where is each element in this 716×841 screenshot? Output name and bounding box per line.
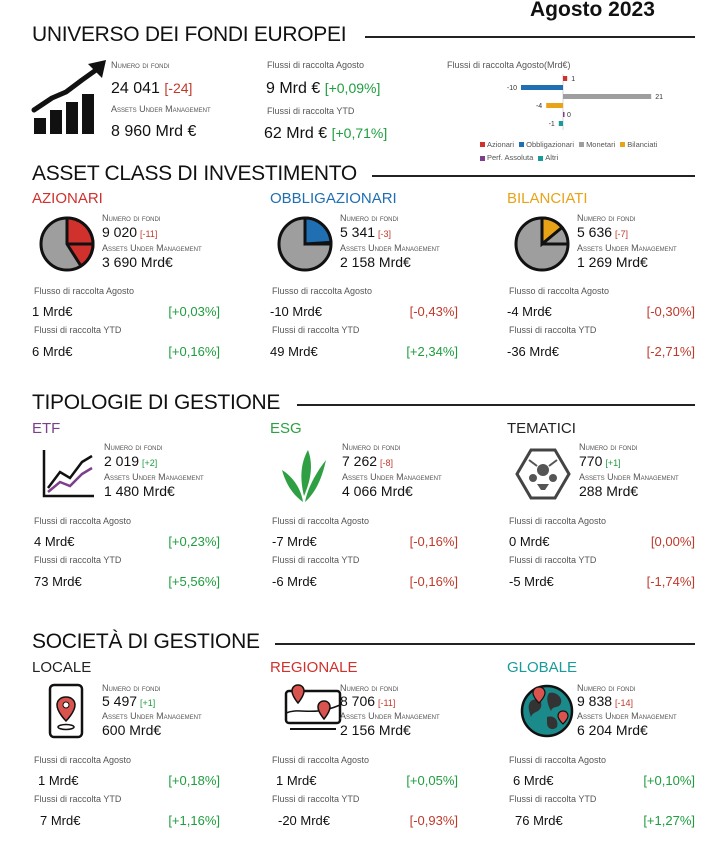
aum-value: 2 156 Mrd€ [340,722,411,738]
universe-flow-ytd-label: Flussi di raccolta YTD [267,106,355,116]
flows-bar-chart [495,74,675,130]
aum-label: Assets Under Management [102,711,202,721]
flows-bar-value-label: -1 [548,121,555,128]
flow-ytd-label: Flussi di raccolta YTD [509,794,597,804]
flow-ytd-label: Flussi di raccolta YTD [509,325,597,335]
flow-month-pct: [-0,30%] [646,304,695,319]
num-funds-delta: [-7] [615,229,629,239]
num-funds-delta: [-8] [380,458,394,468]
universe-aum: 8 960 Mrd € [111,123,197,140]
flow-month-value: 4 Mrd€ [34,534,75,549]
balanced-pie-icon [512,214,572,279]
flow-ytd-pct: [-1,74%] [646,574,695,589]
section-divider [372,175,695,177]
num-funds-label: Numero di fondi [104,442,163,452]
num-funds-value: 5 636 [577,224,613,240]
num-funds-delta: [+1] [605,458,621,468]
flow-ytd-value: -6 Mrd€ [272,574,317,589]
num-funds-label: Numero di fondi [577,213,636,223]
universe-aum-label: Assets Under Management [111,104,211,114]
num-funds-label: Numero di fondi [342,442,401,452]
universe-flow-month [266,80,380,98]
legend-item-bilanciati [620,139,657,151]
flow-month-value: -7 Mrd€ [272,534,317,549]
legend-label: Obbligazionari [526,139,575,149]
aum-value: 288 Mrd€ [579,483,639,499]
num-funds-delta: [-3] [378,229,392,239]
flow-month-label: Flussi di raccolta Agosto [34,516,132,526]
num-funds [104,453,157,469]
num-funds [577,224,628,240]
aum-label: Assets Under Management [104,472,204,482]
flow-month-value: -4 Mrd€ [507,304,552,319]
flow-ytd-label: Flussi di raccolta YTD [34,325,122,335]
num-funds-value: 770 [579,453,603,469]
legend-item-perf-assoluta [480,152,533,164]
thematic-hexagon-icon [515,448,571,505]
flow-month-label: Flusso di raccolta Agosto [272,286,373,296]
universe-num-funds-delta: [-24] [164,80,193,96]
flow-month-label: Flussi di raccolta Agosto [34,755,132,765]
flow-month-label: Flusso di raccolta Agosto [509,286,610,296]
num-funds-value: 9 020 [102,224,138,240]
legend-swatch [480,156,485,161]
aum-label: Assets Under Management [340,711,440,721]
flow-month-pct: [+0,03%] [168,304,220,319]
flows-bar-bilanciati [546,103,563,108]
flow-ytd-value: -5 Mrd€ [509,574,554,589]
flow-month-label: Flussi di raccolta Agosto [272,516,370,526]
report-date: Agosto 2023 [530,0,655,21]
section-divider [275,643,695,645]
universe-flow-ytd-pct: [+0,71%] [331,125,388,141]
category-title-globale: GLOBALE [507,659,578,676]
category-title-obbligazionari: OBBLIGAZIONARI [270,190,397,207]
num-funds-value: 5 341 [340,224,376,240]
flow-ytd-pct: [-0,93%] [409,813,458,828]
flow-ytd-pct: [-2,71%] [646,344,695,359]
flows-bar-value-label: 1 [571,76,576,83]
section-title-societa: SOCIETÀ DI GESTIONE [32,630,260,653]
num-funds [102,693,155,709]
category-title-bilanciati: BILANCIATI [507,190,588,207]
num-funds [577,693,633,709]
legend-label: Bilanciati [627,139,658,149]
legend-swatch [538,156,543,161]
flow-month-pct: [+0,05%] [406,773,458,788]
globe-icon [519,683,575,744]
flow-ytd-pct: [+1,27%] [643,813,695,828]
section-divider [365,36,695,38]
aum-value: 2 158 Mrd€ [340,254,411,270]
flow-month-pct: [-0,43%] [409,304,458,319]
flow-ytd-value: 6 Mrd€ [32,344,73,359]
category-title-etf: ETF [32,420,61,437]
growth-chart-icon [30,58,110,143]
aum-value: 1 480 Mrd€ [104,483,175,499]
flow-ytd-pct: [+2,34%] [406,344,458,359]
num-funds-label: Numero di fondi [577,683,636,693]
flows-bar-perf-assoluta [563,112,565,117]
esg-leaf-icon [278,448,328,509]
flow-ytd-label: Flussi di raccolta YTD [34,555,122,565]
num-funds-value: 5 497 [102,693,138,709]
aum-label: Assets Under Management [577,243,677,253]
category-title-azionari: AZIONARI [32,190,103,207]
flow-ytd-value: 73 Mrd€ [34,574,82,589]
num-funds-value: 8 706 [340,693,376,709]
num-funds-delta: [-14] [615,698,634,708]
local-map-pin-icon [44,683,88,744]
flow-ytd-pct: [+5,56%] [168,574,220,589]
aum-value: 600 Mrd€ [102,722,162,738]
num-funds-delta: [-11] [140,229,158,239]
flow-month-pct: [+0,10%] [643,773,695,788]
legend-swatch [579,142,584,147]
flows-bar-monetari [563,94,651,99]
flow-ytd-value: -20 Mrd€ [278,813,331,828]
num-funds-value: 9 838 [577,693,613,709]
flow-month-value: 0 Mrd€ [509,534,550,549]
num-funds-delta: [+1] [140,698,156,708]
num-funds-delta: [+2] [142,458,158,468]
flow-month-label: Flusso di raccolta Agosto [34,286,135,296]
num-funds-value: 2 019 [104,453,140,469]
aum-label: Assets Under Management [342,472,442,482]
flow-ytd-label: Flussi di raccolta YTD [272,325,360,335]
universe-num-funds-value: 24 041 [111,80,160,97]
aum-label: Assets Under Management [579,472,679,482]
flows-bar-altri [559,121,563,126]
legend-swatch [480,142,485,147]
category-title-regionale: REGIONALE [270,659,358,676]
flow-ytd-label: Flussi di raccolta YTD [34,794,122,804]
flows-bar-value-label: 0 [567,112,571,119]
flow-month-pct: [-0,16%] [409,534,458,549]
category-title-tematici: TEMATICI [507,420,576,437]
aum-value: 1 269 Mrd€ [577,254,648,270]
equity-pie-icon [37,214,97,279]
flow-month-pct: [+0,18%] [168,773,220,788]
legend-swatch [519,142,524,147]
aum-value: 4 066 Mrd€ [342,483,413,499]
legend-label: Azionari [487,139,515,149]
flow-month-label: Flussi di raccolta Agosto [509,516,607,526]
flow-ytd-value: -36 Mrd€ [507,344,560,359]
legend-item-altri [538,152,558,164]
flows-chart-title: Flussi di raccolta Agosto(Mrd€) [447,60,571,70]
flows-bar-value-label: -4 [535,103,543,110]
flow-month-pct: [+0,23%] [168,534,220,549]
universe-flow-month-pct: [+0,09%] [324,80,381,96]
flow-ytd-value: 49 Mrd€ [270,344,318,359]
universe-num-funds [111,80,192,98]
flow-month-value: 1 Mrd€ [32,304,73,319]
universe-flow-month-label: Flussi di raccolta Agosto [267,60,365,70]
section-title-universe: UNIVERSO DEI FONDI EUROPEI [32,23,347,46]
flows-bar-value-label: 21 [655,94,663,101]
universe-flow-ytd-value: 62 Mrd € [264,125,328,142]
flow-ytd-pct: [-0,16%] [409,574,458,589]
num-funds [340,693,395,709]
universe-flow-month-value: 9 Mrd € [266,80,321,97]
flow-month-value: 6 Mrd€ [513,773,554,788]
legend-label: Monetari [586,139,616,149]
flow-ytd-label: Flussi di raccolta YTD [272,555,360,565]
flow-ytd-pct: [+0,16%] [168,344,220,359]
num-funds-label: Numero di fondi [102,683,161,693]
regional-map-icon [282,683,344,738]
etf-chart-icon [40,448,96,505]
aum-label: Assets Under Management [340,243,440,253]
num-funds-label: Numero di fondi [340,213,399,223]
num-funds [340,224,391,240]
legend-item-obbligazionari [519,139,574,151]
aum-value: 3 690 Mrd€ [102,254,173,270]
category-title-esg: ESG [270,420,302,437]
flow-ytd-label: Flussi di raccolta YTD [509,555,597,565]
legend-item-azionari [480,139,514,151]
flows-bar-azionari [563,76,567,81]
aum-label: Assets Under Management [102,243,202,253]
flow-month-label: Flussi di raccolta Agosto [272,755,370,765]
aum-value: 6 204 Mrd€ [577,722,648,738]
flows-chart-legend [480,137,680,164]
num-funds-label: Numero di fondi [579,442,638,452]
legend-label: Perf. Assoluta [487,153,534,162]
flow-ytd-pct: [+1,16%] [168,813,220,828]
universe-num-funds-label: Numero di fondi [111,60,170,70]
legend-item-monetari [579,139,615,151]
flow-ytd-label: Flussi di raccolta YTD [272,794,360,804]
num-funds-label: Numero di fondi [102,213,161,223]
flow-month-pct: [0,00%] [650,534,695,549]
legend-label: Altri [545,153,559,162]
aum-label: Assets Under Management [577,711,677,721]
flow-month-value: 1 Mrd€ [276,773,317,788]
flow-month-value: 1 Mrd€ [38,773,79,788]
section-title-asset-class: ASSET CLASS DI INVESTIMENTO [32,162,357,185]
num-funds [579,453,621,469]
category-title-locale: LOCALE [32,659,92,676]
universe-flow-ytd [264,125,387,143]
flows-bar-obbligazionari [521,85,563,90]
bond-pie-icon [275,214,335,279]
num-funds-label: Numero di fondi [340,683,399,693]
legend-swatch [620,142,625,147]
num-funds [102,224,157,240]
flow-ytd-value: 76 Mrd€ [515,813,563,828]
num-funds [342,453,393,469]
section-title-tipologie: TIPOLOGIE DI GESTIONE [32,391,281,414]
flows-bar-value-label: -10 [506,85,517,92]
num-funds-delta: [-11] [378,698,396,708]
flow-month-value: -10 Mrd€ [270,304,323,319]
section-divider [297,404,695,406]
flow-ytd-value: 7 Mrd€ [40,813,81,828]
num-funds-value: 7 262 [342,453,378,469]
flow-month-label: Flussi di raccolta Agosto [509,755,607,765]
